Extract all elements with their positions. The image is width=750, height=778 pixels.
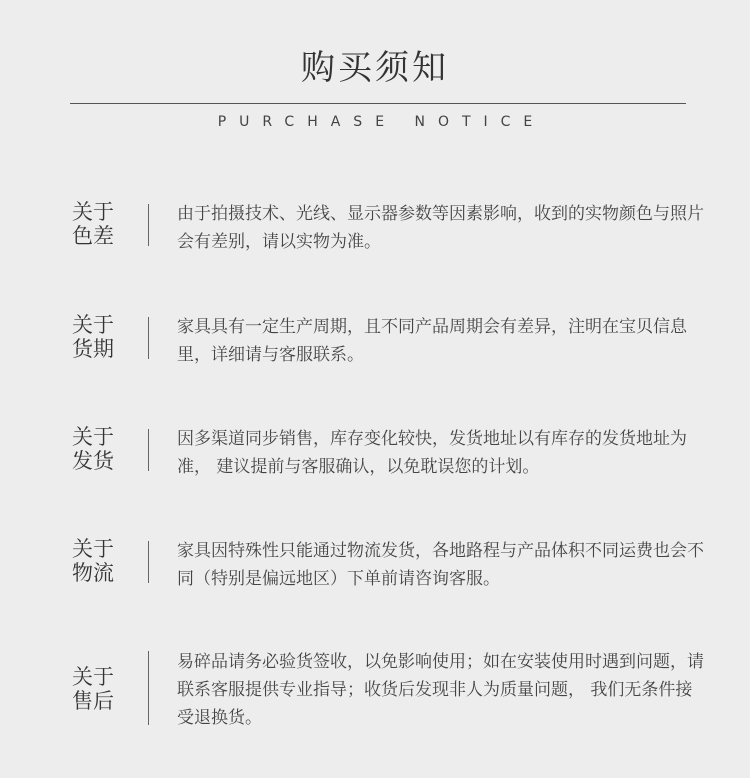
section-label [72,537,124,585]
section-label-line1: 关于 [72,425,114,449]
section-label-line2: 发货 [72,449,114,473]
section-label-line1: 关于 [72,665,114,689]
section-label [72,313,124,361]
section-label [72,665,124,713]
section-text: 易碎品请务必验货签收，以免影响使用；如在安装使用时遇到问题，请联系客服提供专业指导；收货后发现非人为质量问题， 我们无条件接受退换货。 [177,652,704,728]
title-divider [70,103,686,104]
section-divider [148,651,149,725]
section-label-line2: 货期 [72,337,114,361]
section-divider [148,541,149,583]
section-label-line1: 关于 [72,313,114,337]
section-label [72,425,124,473]
section-text: 因多渠道同步销售，库存变化较快，发货地址以有库存的发货地址为准， 建议提前与客服确认，以免耽误您的计划。 [177,429,687,477]
section-label-line1: 关于 [72,537,114,561]
section-label [72,200,124,248]
section-label-line2: 售后 [72,689,114,713]
section-label-line2: 色差 [72,224,114,248]
section-divider [148,317,149,359]
section-text: 家具具有一定生产周期，且不同产品周期会有差异，注明在宝贝信息里，详细请与客服联系。 [177,317,687,365]
section-label-line2: 物流 [72,561,114,585]
section-text: 家具因特殊性只能通过物流发货，各地路程与产品体积不同运费也会不同（特别是偏远地区）下单前请咨询客服。 [177,541,704,589]
section-divider [148,204,149,246]
section-divider [148,429,149,471]
section-text: 由于拍摄技术、光线、显示器参数等因素影响，收到的实物颜色与照片会有差别，请以实物为准。 [177,204,704,252]
section-label-line1: 关于 [72,200,114,224]
page-title: 购买须知 [301,48,449,88]
page-subtitle: PURCHASE NOTICE [217,114,546,130]
